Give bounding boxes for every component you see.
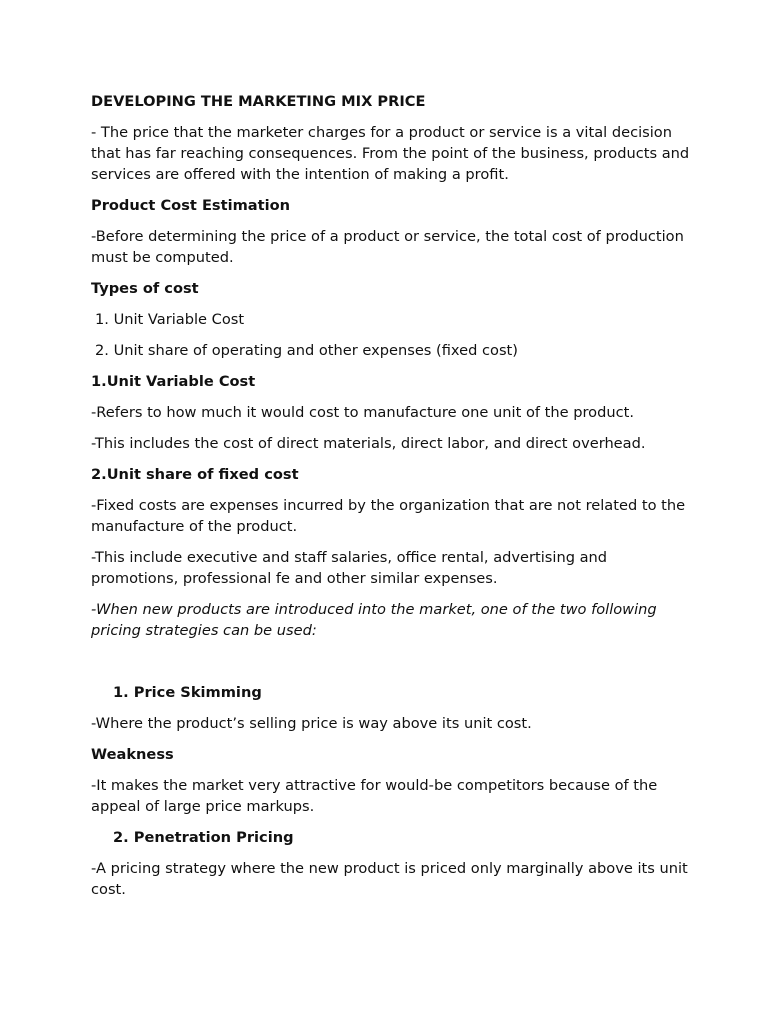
spacer <box>91 651 691 682</box>
price-skimming-paragraph: -Where the product’s selling price is way above its unit cost. <box>91 715 532 732</box>
unit-variable-paragraph-1: -Refers to how much it would cost to manufacture one unit of the product. <box>91 404 635 421</box>
weakness-paragraph: -It makes the market very attractive for would-be competitors because of the appeal of large price markups. <box>91 777 658 815</box>
document-title: DEVELOPING THE MARKETING MIX PRICE <box>91 93 426 110</box>
heading-price-skimming: 1. Price Skimming <box>113 684 262 701</box>
strategies-paragraph: -When new products are introduced into the market, one of the two following pricing strategies can be used: <box>91 601 657 639</box>
heading-weakness: Weakness <box>91 746 174 763</box>
document-page <box>91 91 691 910</box>
heading-types-of-cost: Types of cost <box>91 280 199 297</box>
heading-unit-variable-cost: 1.Unit Variable Cost <box>91 373 256 390</box>
heading-unit-fixed-cost: 2.Unit share of fixed cost <box>91 466 299 483</box>
heading-penetration-pricing: 2. Penetration Pricing <box>113 829 294 846</box>
heading-cost-estimation: Product Cost Estimation <box>91 197 291 214</box>
fixed-cost-paragraph-1: -Fixed costs are expenses incurred by the organization that are not related to the manufacture of the product. <box>91 497 686 535</box>
intro-paragraph: - The price that the marketer charges for a product or service is a vital decision that has far reaching consequences. From the point of the business, products and services are offered with the intention of making a profit. <box>91 124 690 183</box>
fixed-cost-paragraph-2: -This include executive and staff salaries, office rental, advertising and promotions, professional fe and other similar expenses. <box>91 549 608 587</box>
types-list-item-2: 2. Unit share of operating and other expenses (fixed cost) <box>95 342 518 359</box>
penetration-pricing-paragraph: -A pricing strategy where the new product is priced only marginally above its unit cost. <box>91 860 688 898</box>
cost-estimation-paragraph: -Before determining the price of a product or service, the total cost of production must be computed. <box>91 228 684 266</box>
types-list-item-1: 1. Unit Variable Cost <box>95 311 245 328</box>
unit-variable-paragraph-2: -This includes the cost of direct materials, direct labor, and direct overhead. <box>91 435 646 452</box>
